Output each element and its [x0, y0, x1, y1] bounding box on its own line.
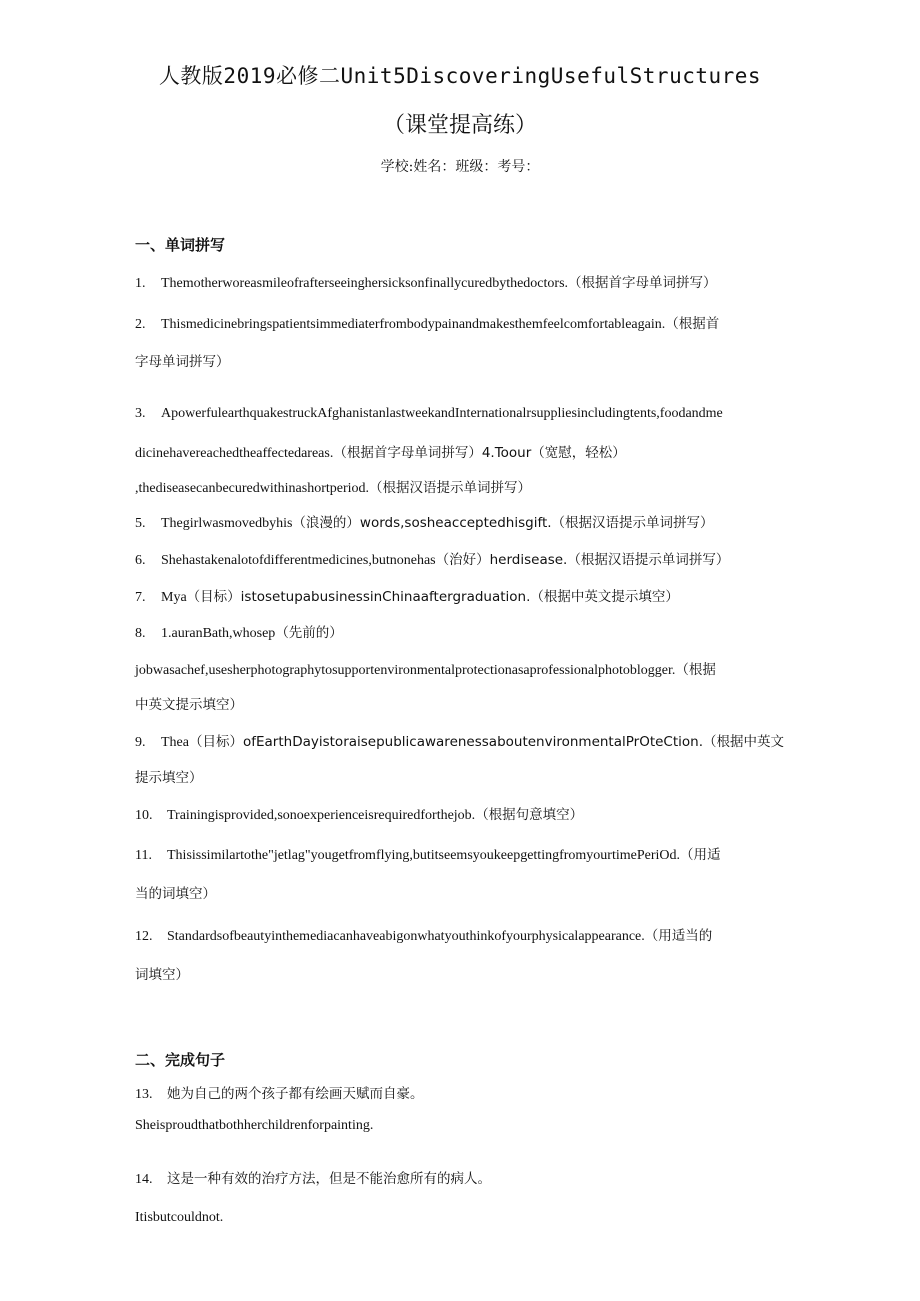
answer-line [135, 1209, 790, 1226]
question-hint: （治好）herdisease.（根据汉语提示单词拼写） [435, 552, 730, 568]
question-text: Thegirlwasmovedbyhis [161, 516, 293, 531]
question-line [135, 312, 790, 333]
question-text: Trainingisprovided,sonoexperienceisrequiredforthejob. [167, 808, 476, 823]
question-line-cont [135, 441, 790, 462]
question-line [135, 405, 790, 422]
question-hint: （先前的） [275, 625, 343, 641]
question-hint: （目标）ofEarthDayistoraisepublicawarenessaboutenvironmentalPrOteCtion.（根据中英文 [188, 734, 785, 750]
question-number: 3. [135, 406, 146, 421]
question-number: 1. [135, 276, 146, 291]
question-line-cont [135, 882, 790, 903]
answer-text: Itisbutcouldnot. [135, 1210, 224, 1225]
question-text: Themotherworeasmileofrafterseeinghersicksonfinallycuredbythedoctors. [161, 276, 569, 291]
question-line-cont [135, 963, 790, 984]
question-hint: （根据 [675, 662, 716, 678]
question-text: Thisissimilartothe"jetlag"yougetfromflying,butitseemsyoukeepgettingfromyourtimePeriOd. [167, 848, 681, 863]
question-hint: 中英文提示填空） [135, 697, 243, 713]
question-hint: 这是一种有效的治疗方法，但是不能治愈所有的病人。 [167, 1171, 491, 1187]
question-line-cont [135, 693, 790, 714]
question-number: 9. [135, 735, 146, 750]
question-text: Mya [161, 590, 187, 605]
question-text: Thea [161, 735, 189, 750]
question-hint: 字母单词拼写） [135, 354, 230, 370]
question-line-cont [135, 476, 790, 497]
question-number: 12. [135, 929, 153, 944]
student-info-line: 学校:姓名：班级：考号： [380, 159, 540, 175]
document-subtitle: （课堂提高练） [382, 113, 537, 138]
question-number: 2. [135, 317, 146, 332]
question-line [135, 803, 790, 824]
question-line-cont [135, 658, 790, 679]
question-number: 14. [135, 1172, 153, 1187]
question-number: 11. [135, 848, 152, 863]
question-number: 10. [135, 808, 153, 823]
question-line [135, 621, 790, 642]
question-line [135, 585, 790, 606]
question-number: 8. [135, 626, 146, 641]
answer-text: Sheisproudthatbothherchildrenforpainting. [135, 1118, 374, 1133]
question-number: 13. [135, 1087, 153, 1102]
question-number: 6. [135, 553, 146, 568]
question-hint: 提示填空） [135, 770, 203, 786]
question-hint: （用适当的 [644, 928, 713, 944]
question-text: ,thediseasecanbecuredwithinashortperiod. [135, 481, 370, 496]
section-heading-complete-sentences: 二、完成句子 [135, 1051, 226, 1069]
question-text: Shehastakenalotofdifferentmedicines,butnonehas [161, 553, 436, 568]
question-line-cont [135, 766, 790, 787]
question-line-cont [135, 350, 790, 371]
question-hint: 词填空） [135, 967, 189, 983]
question-text: dicinehavereachedtheaffectedareas. [135, 446, 334, 461]
question-hint: （根据汉语提示单词拼写） [369, 480, 532, 496]
question-hint: （根据句意填空） [475, 807, 584, 823]
question-line [135, 730, 790, 751]
question-hint: 她为自己的两个孩子都有绘画天赋而自豪。 [167, 1086, 424, 1102]
question-text: ApowerfulearthquakestruckAfghanistanlastweekandInternationalrsuppliesincludingtents,foodandme [161, 406, 723, 421]
question-number: 7. [135, 590, 146, 605]
question-line [135, 1082, 790, 1103]
document-title: 人教版2019必修二Unit5DiscoveringUsefulStructures [158, 64, 762, 88]
question-text: jobwasachef,usesherphotographytosupportenvironmentalprotectionasaprofessionalphotoblogger. [135, 663, 676, 678]
question-text: Standardsofbeautyinthemediacanhaveabigonwhatyouthinkofyourphysicalappearance. [167, 929, 645, 944]
question-hint: （浪漫的）words,sosheacceptedhisgift.（根据汉语提示单词拼写） [292, 515, 714, 531]
question-hint: （根据首字母单词拼写） [568, 275, 717, 291]
answer-line [135, 1117, 790, 1134]
question-hint: （用适 [680, 847, 721, 863]
question-hint: （根据首 [665, 316, 720, 332]
question-line [135, 548, 790, 569]
question-hint: （目标）istosetupabusinessinChinaaftergraduation.（根据中英文提示填空） [186, 589, 679, 605]
question-line [135, 1167, 790, 1188]
question-line [135, 271, 790, 292]
question-text: Thismedicinebringspatientsimmediaterfrombodypainandmakesthemfeelcomfortableagain. [161, 317, 666, 332]
section-heading-spelling: 一、单词拼写 [135, 236, 226, 254]
question-hint: 当的词填空） [135, 886, 216, 902]
question-hint: （根据首字母单词拼写）4.Toour（宽慰，轻松） [333, 445, 626, 461]
question-number: 5. [135, 516, 146, 531]
question-line [135, 843, 790, 864]
question-text: 1.auranBath,whosep [161, 626, 276, 641]
question-line [135, 924, 790, 945]
question-line [135, 511, 790, 532]
